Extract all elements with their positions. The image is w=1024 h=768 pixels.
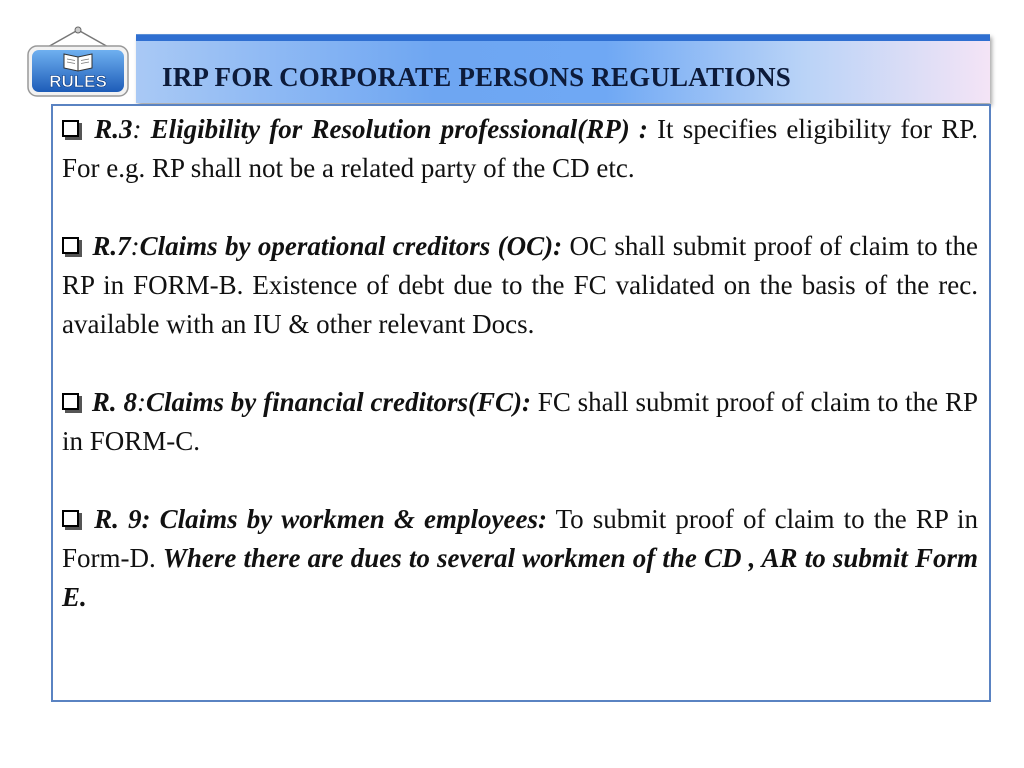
rules-list	[62, 110, 978, 617]
checkbox-bullet-icon	[62, 120, 79, 137]
checkbox-bullet-icon	[62, 510, 79, 527]
checkbox-bullet-icon	[62, 393, 79, 410]
rules-sign-icon	[24, 24, 132, 98]
rule-code: R.7	[92, 231, 131, 261]
rule-code: R.3	[94, 114, 133, 144]
rule-item-r8	[62, 383, 978, 461]
rule-item-r9	[62, 500, 978, 617]
rule-body: It specifies eligibility for RP. For e.g. RP shall not be a related party of the CD etc.	[62, 114, 979, 183]
rule-item-r7	[62, 227, 978, 344]
rule-separator: :	[130, 231, 140, 261]
rule-code: R. 9: Claims by workmen & employees:	[94, 504, 547, 534]
title-banner-strip	[136, 35, 990, 41]
rule-heading: Eligibility for Resolution professional(RP) :	[141, 114, 648, 144]
rule-body: OC shall submit proof of claim to the RP in FORM-B. Existence of debt due to the FC validated on the basis of the rec. available with an IU & other relevant Docs.	[62, 231, 978, 339]
rule-heading: Claims by financial creditors(FC):	[145, 387, 531, 417]
page-title: IRP FOR CORPORATE PERSONS REGULATIONS	[162, 62, 791, 92]
rule-body: FC shall submit proof of claim to the RP in FORM-C.	[62, 387, 979, 456]
rule-separator: :	[132, 114, 142, 144]
rule-tail: Where there are dues to several workmen of the CD , AR to submit Form E.	[62, 543, 979, 612]
rule-body: To submit proof of claim to the RP in Form-D.	[62, 504, 978, 573]
rules-sign-text: RULES	[49, 72, 107, 91]
rule-separator: :	[136, 387, 146, 417]
rule-code: R. 8	[91, 387, 137, 417]
rule-heading: Claims by operational creditors (OC):	[139, 231, 563, 261]
rule-item-r3	[62, 110, 978, 188]
checkbox-bullet-icon	[62, 237, 79, 254]
